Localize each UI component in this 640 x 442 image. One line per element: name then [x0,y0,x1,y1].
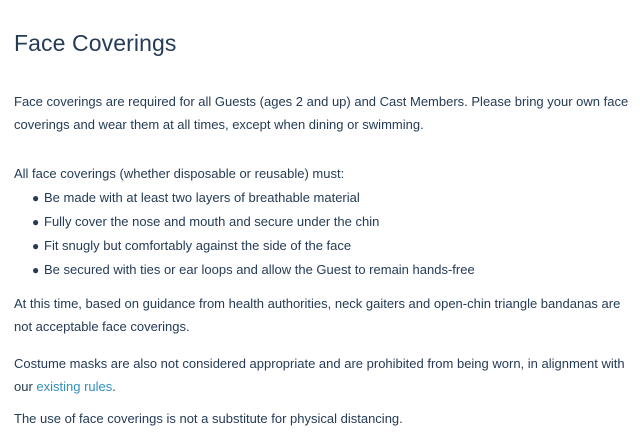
bullet-icon: ● [32,239,40,253]
list-item [32,258,475,282]
costume-text-end: . [112,379,116,394]
page-title: Face Coverings [14,30,177,56]
list-item [32,210,475,234]
guidance-paragraph: At this time, based on guidance from health authorities, neck gaiters and open-chin triangle bandanas are not acceptable face coverings. [14,296,621,334]
requirements-heading: All face coverings (whether disposable or reusable) must: [14,166,345,181]
bullet-icon: ● [32,215,40,229]
list-item-text: Be made with at least two layers of breathable material [44,190,360,205]
requirements-list [32,186,475,282]
list-item-text: Be secured with ties or ear loops and allow the Guest to remain hands-free [44,262,475,277]
existing-rules-link[interactable]: existing rules [36,379,113,394]
list-item-text: Fit snugly but comfortably against the side of the face [44,238,352,253]
bullet-icon: ● [32,263,40,277]
list-item-text: Fully cover the nose and mouth and secure under the chin [44,214,380,229]
list-item [32,234,475,258]
bullet-icon: ● [32,191,40,205]
list-item [32,186,475,210]
costume-paragraph [14,352,632,398]
distancing-paragraph: The use of face coverings is not a substitute for physical distancing. [14,411,403,426]
costume-text: Costume masks are also not considered appropriate and are prohibited from being worn, in alignment with our [14,356,625,394]
intro-paragraph: Face coverings are required for all Guests (ages 2 and up) and Cast Members. Please bring your own face coverings and wear them at all times, except when dining or swimming. [14,94,629,132]
